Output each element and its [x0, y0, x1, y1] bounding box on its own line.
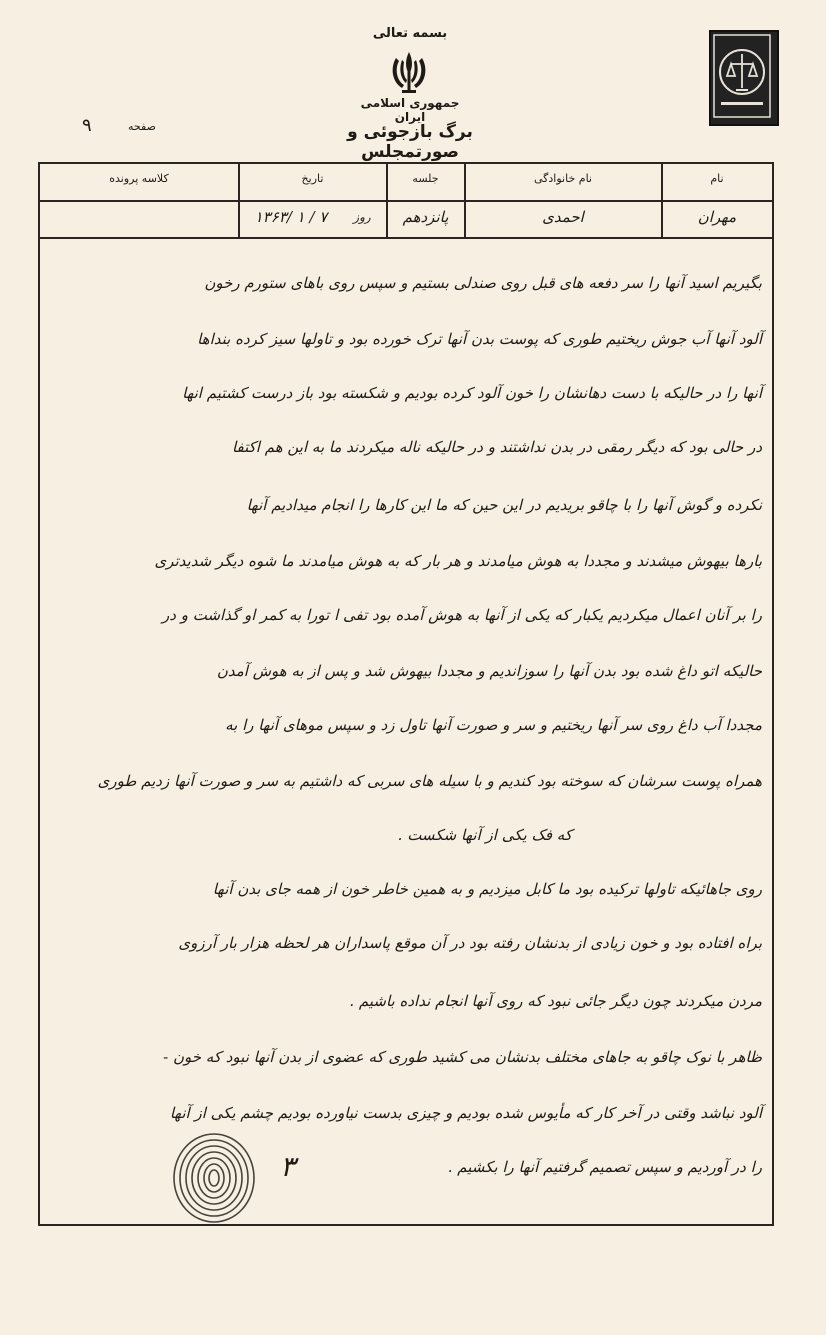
table-divider: [38, 237, 774, 239]
text-line: آنها را در حالیکه با دست دهانشان را خون آلود کرده بودیم و شکسته بود باز درست کشتیم انها: [182, 384, 762, 402]
text-line: مجددا آب داغ روی سر آنها ریختیم و سر و صورت آنها تاول زد و سپس موهای آنها را به: [225, 716, 762, 734]
form-title: برگ بازجوئی و صورتمجلس: [347, 122, 473, 162]
signature-mark: [280, 1150, 330, 1190]
form-frame: [38, 162, 774, 1226]
text-line: نکرده و گوش آنها را با چاقو بریدیم در این حین که ما این کارها را انجام میدادیم آنها: [246, 496, 762, 514]
text-line: در حالی بود که دیگر رمقی در بدن نداشتند و در حالیکه ناله میکردند ما به این هم اکتفا: [231, 438, 762, 456]
republic-caption: جمهوری اسلامی ایران: [360, 96, 460, 124]
text-line: براه افتاده بود و خون زیادی از بدنشان رفته بود در آن موقع پاسداران هر لحظه هزار بار آرزوی: [178, 934, 762, 952]
basmala-heading: بسمه تعالی: [372, 26, 448, 41]
text-line: ظاهر با نوک چاقو به جاهای مختلف بدنشان می کشید طوری که عضوی از بدن آنها نبود که خون -: [163, 1048, 762, 1066]
text-line: روی جاهائیکه تاولها ترکیده بود ما کابل میزدیم و به همین خاطر خون از همه جای بدن آنها: [212, 880, 762, 898]
column-header-first-name: نام: [710, 172, 724, 185]
text-line: که فک یکی از آنها شکست .: [397, 826, 572, 844]
text-line: بارها بیهوش میشدند و مجددا به هوش میامدند و هر بار که به هوش میامدند ما شوه دیگر شدیدتری: [154, 552, 762, 570]
signature-text: ۳: [280, 1150, 296, 1183]
session-value: پانزدهم: [402, 208, 449, 226]
text-line: بگیریم اسید آنها را سر دفعه های قبل روی صندلی بستیم و سپس روی باهای ستورم رخون: [204, 274, 762, 292]
last-name-value: احمدی: [542, 208, 584, 226]
text-line: مردن میکردند چون دیگر جائی نبود که روی آنها انجام نداده باشیم .: [349, 992, 762, 1010]
fingerprint-mark-icon: [168, 1130, 260, 1226]
text-line: آلود آنها آب جوش ریختیم طوری که پوست بدن آنها ترک خورده بود و تاولها سیز کرده بنداها: [197, 330, 762, 348]
table-divider: [38, 200, 774, 202]
page-label: صفحه: [128, 120, 156, 133]
text-line: را بر آنان اعمال میکردیم یکبار که یکی از آنها به هوش آمده بود تفی ا تورا به کمر او گذاشت و در: [162, 606, 762, 624]
text-line: همراه پوست سرشان که سوخته بود کندیم و با سیله های سربی که داشتیم به سر و صورت آنها زدیم طوری: [97, 772, 762, 790]
judiciary-seal-logo: [709, 30, 779, 126]
page-number: ۹: [82, 115, 92, 136]
column-header-case-class: کلاسه پرونده: [109, 172, 169, 185]
first-name-value: مهران: [697, 208, 737, 226]
text-line: را در آوردیم و سپس تصمیم گرفتیم آنها را بکشیم .: [447, 1158, 762, 1176]
date-value: ۱۳۶۳/ ۱ / ۷: [254, 208, 328, 226]
column-header-date: تاریخ: [301, 172, 324, 185]
text-line: حالیکه اتو داغ شده بود بدن آنها را سوزاندیم و مجددا بیهوش شد و پس از به هوش آمدن: [216, 662, 762, 680]
column-header-session: جلسه: [412, 172, 439, 185]
iran-emblem-icon: [386, 48, 432, 98]
text-line: آلود نباشد وقتی در آخر کار که مأیوس شده بودیم و چیزی بدست نیاورده بودیم چشم یکی از آنها: [169, 1104, 762, 1122]
date-day-label: روز: [353, 210, 371, 224]
column-header-last-name: نام خانوادگی: [534, 172, 592, 185]
